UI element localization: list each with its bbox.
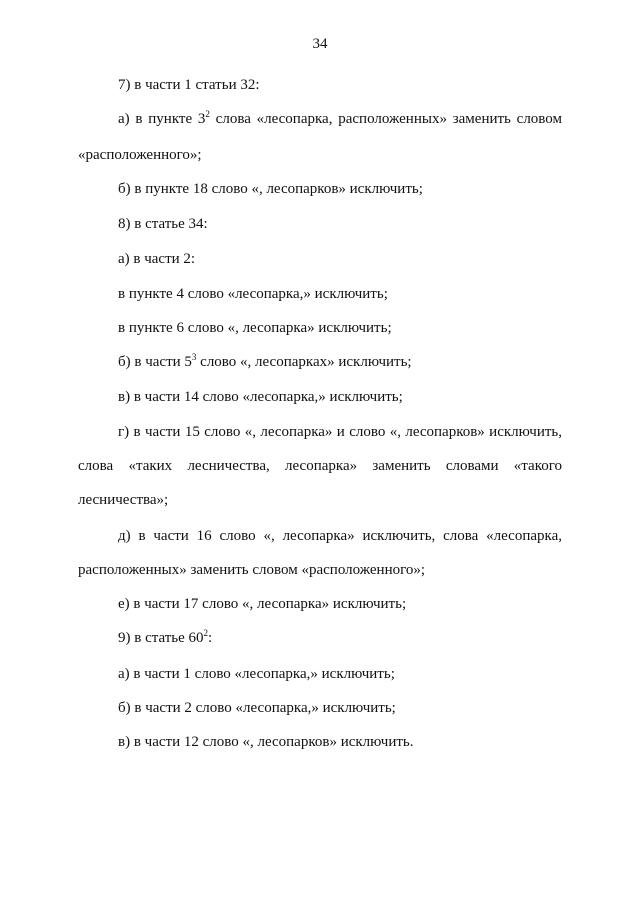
paragraph-item-7a [118,110,562,128]
paragraph-item-9 [118,629,212,647]
paragraph-item-8v: в) в части 14 слово «лесопарка,» исключить; [118,389,403,405]
paragraph-text: 9) в статье 60 [118,630,204,646]
paragraph-text: слова «лесопарка, расположенных» заменить словом [209,111,562,127]
paragraph-item-7b: б) в пункте 18 слово «, лесопарков» исключить; [118,181,423,197]
paragraph-continuation: лесничества»; [78,492,169,508]
paragraph-text: б) в части 5 [118,354,192,370]
paragraph-item-9v: в) в части 12 слово «, лесопарков» исключить. [118,734,414,750]
paragraph-continuation: «расположенного»; [78,147,202,163]
superscript: 2 [203,628,209,638]
paragraph-continuation: расположенных» заменить словом «расположенного»; [78,562,426,578]
paragraph-text: слово «, лесопарках» исключить; [196,354,412,370]
paragraph-item-8g: г) в части 15 слово «, лесопарка» и слово «, лесопарков» исключить, [118,424,562,440]
paragraph-subitem: в пункте 4 слово «лесопарка,» исключить; [118,286,388,302]
paragraph-item-8e: е) в части 17 слово «, лесопарка» исключить; [118,596,407,612]
superscript: 3 [191,352,197,362]
paragraph-item-9a: а) в части 1 слово «лесопарка,» исключить; [118,666,395,682]
paragraph-item-8: 8) в статье 34: [118,216,208,232]
paragraph-item-9b: б) в части 2 слово «лесопарка,» исключить; [118,700,396,716]
paragraph-subitem: в пункте 6 слово «, лесопарка» исключить; [118,320,392,336]
superscript: 2 [205,109,210,119]
paragraph-continuation: слова «таких лесничества, лесопарка» заменить словами «такого [78,458,562,474]
paragraph-text: а) в пункте 3 [118,111,206,127]
paragraph-item-8d: д) в части 16 слово «, лесопарка» исключить, слова «лесопарка, [118,528,562,544]
paragraph-text: : [208,630,213,646]
page-number: 34 [312,36,328,52]
paragraph-item-8a: а) в части 2: [118,251,196,267]
paragraph-item-7: 7) в части 1 статьи 32: [118,77,260,93]
paragraph-item-8b [118,353,412,371]
